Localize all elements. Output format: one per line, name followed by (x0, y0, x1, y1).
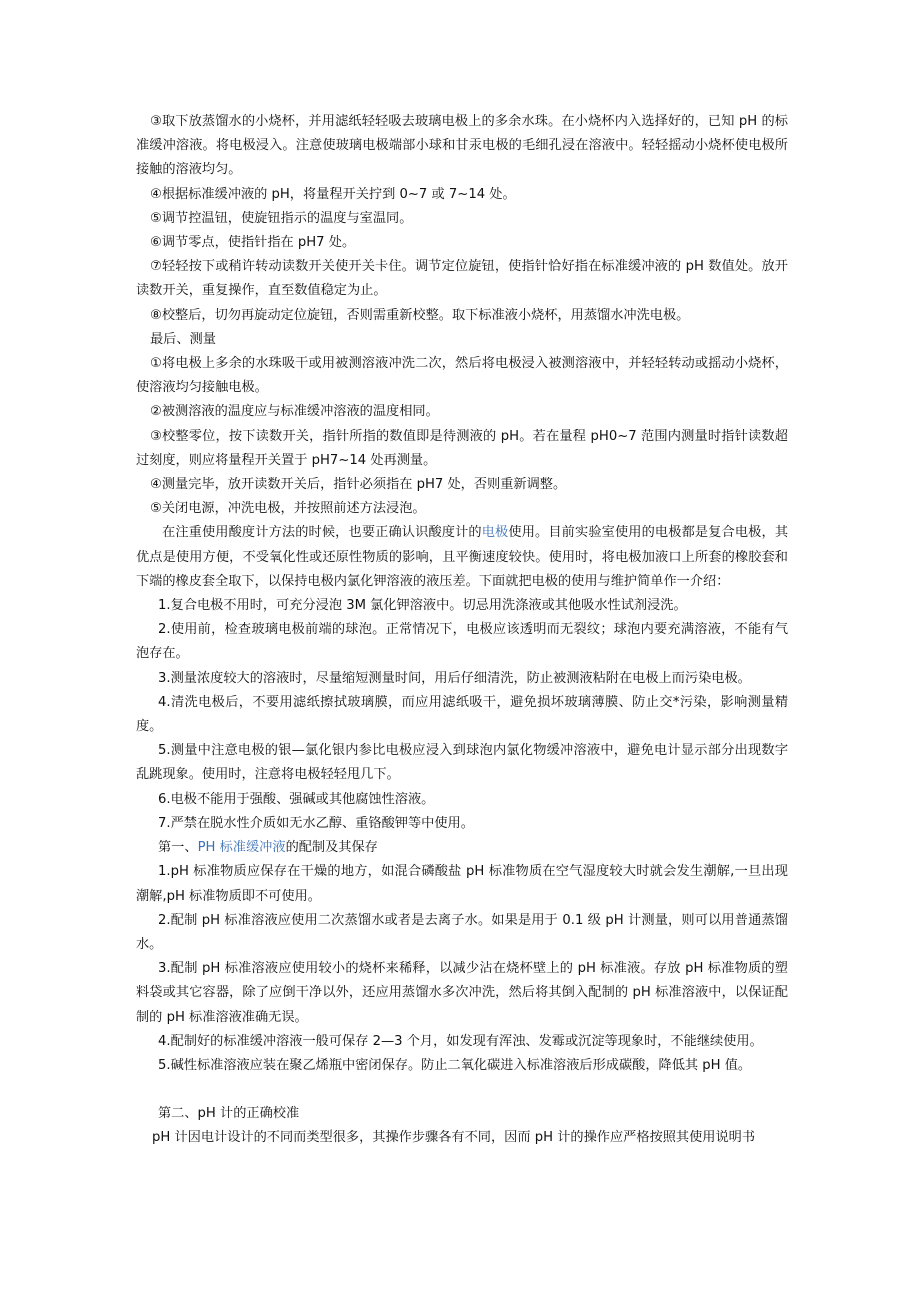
calibration-steps (136, 110, 788, 328)
electrode-care-item: 6.电极不能用于强酸、强碱或其他腐蚀性溶液。 (158, 791, 435, 807)
electrode-intro-text-cont: 使用。目前实验室使用的电极都是复合电极，其优点是使用方便，不受氧化性或还原性物质的影响，且平衡速度较快。使用时，将电极加液口上所套的橡胶套和下端的橡皮套全取下，以保持电极内氯化钾溶液的液压差。下面就把电极的使用与维护简单作一介绍： (136, 525, 789, 589)
buffer-prep-item: 5.碱性标准溶液应装在聚乙烯瓶中密闭保存。防止二氧化碳进入标准溶液后形成碳酸，降低其 pH 值。 (158, 1057, 752, 1073)
calibration-step: ④根据标准缓冲液的 pH，将量程开关拧到 0~7 或 7~14 处。 (150, 186, 516, 202)
calibration-step: ⑤调节控温钮，使旋钮指示的温度与室温同。 (150, 210, 413, 226)
electrode-care-item: 2.使用前，检查玻璃电极前端的球泡。正常情况下，电极应该透明而无裂纹；球泡内要充满溶液，不能有气泡存在。 (136, 622, 788, 662)
section2-heading: 第二、pH 计的正确校准 (158, 1106, 300, 1122)
calibration-step: ⑦轻轻按下或稍许转动读数开关使开关卡住。调节定位旋钮，使指针恰好指在标准缓冲液的 pH 数值处。放开读数开关，重复操作，直至数值稳定为止。 (136, 259, 788, 299)
document-page (136, 110, 788, 1151)
measure-step: ⑤关闭电源，冲洗电极，并按照前述方法浸泡。 (150, 501, 426, 517)
electrode-care-item: 3.测量浓度较大的溶液时，尽量缩短测量时间，用后仔细清洗，防止被测液粘附在电极上而污染电极。 (158, 670, 751, 686)
measure-step: ④测量完毕，放开读数开关后，指针必须指在 pH7 处，否则重新调整。 (150, 477, 567, 493)
calibration-step: ③取下放蒸馏水的小烧杯，并用滤纸轻轻吸去玻璃电极上的多余水珠。在小烧杯内入选择好的，已知 pH 的标准缓冲溶液。将电极浸入。注意使玻璃电极端部小球和甘汞电极的毛细孔浸在溶液中。轻轻摇动小烧杯使电极所接触的溶液均匀。 (136, 114, 788, 178)
measure-steps (136, 352, 788, 521)
section1-heading-suffix: 的配制及其保存 (285, 840, 378, 856)
section1-heading-prefix: 第一、 (158, 840, 198, 856)
measure-step: ③校整零位，按下读数开关，指针所指的数值即是待测液的 pH。若在量程 pH0~7 范围内测量时指针读数超过刻度，则应将量程开关置于 pH7~14 处再测量。 (136, 428, 788, 468)
buffer-prep-item: 2.配制 pH 标准溶液应使用二次蒸馏水或者是去离子水。如果是用于 0.1 级 pH 计测量，则可以用普通蒸馏水。 (136, 912, 788, 952)
calibration-step: ⑧校整后，切勿再旋动定位旋钮，否则需重新校整。取下标准液小烧杯，用蒸馏水冲洗电极。 (150, 307, 690, 323)
buffer-prep-list (136, 860, 788, 1078)
electrode-care-item: 5.测量中注意电极的银—氯化银内参比电极应浸入到球泡内氯化物缓冲溶液中，避免电计显示部分出现数字乱跳现象。使用时，注意将电极轻轻甩几下。 (136, 743, 788, 783)
buffer-prep-item: 4.配制好的标准缓冲溶液一般可保存 2—3 个月，如发现有浑浊、发霉或沉淀等现象时，不能继续使用。 (158, 1033, 763, 1049)
electrode-care-item: 7.严禁在脱水性介质如无水乙醇、重铬酸钾等中使用。 (158, 815, 474, 831)
electrode-link[interactable]: 电极 (481, 525, 509, 541)
buffer-prep-item: 3.配制 pH 标准溶液应使用较小的烧杯来稀释，以减少沾在烧杯壁上的 pH 标准液。存放 pH 标准物质的塑料袋或其它容器，除了应倒干净以外，还应用蒸馏水多次冲洗，然后将其倒入配制的 pH 标准溶液中，以保证配制的 pH 标准溶液准确无误。 (136, 961, 788, 1025)
measure-step: ②被测溶液的温度应与标准缓冲溶液的温度相同。 (150, 404, 439, 420)
electrode-care-item: 4.清洗电极后，不要用滤纸擦拭玻璃膜，而应用滤纸吸干，避免损坏玻璃薄膜、防止交*污染，影响测量精度。 (136, 694, 788, 735)
ph-buffer-link[interactable]: PH 标准缓冲液 (197, 840, 286, 856)
electrode-care-list (136, 594, 788, 836)
measure-heading: 最后、测量 (150, 331, 216, 347)
electrode-intro-text: 在注重使用酸度计方法的时候，也要正确认识酸度计的 (162, 525, 482, 541)
buffer-prep-item: 1.pH 标准物质应保存在干燥的地方，如混合磷酸盐 pH 标准物质在空气湿度较大时就会发生潮解,一旦出现潮解,pH 标准物质即不可使用。 (136, 864, 788, 904)
electrode-intro-paragraph (136, 521, 788, 594)
measure-step: ①将电极上多余的水珠吸干或用被测溶液冲洗二次，然后将电极浸入被测溶液中，并轻轻转动或摇动小烧杯，使溶液均匀接触电极。 (136, 356, 788, 396)
calibration-step: ⑥调节零点，使指针指在 pH7 处。 (150, 235, 356, 251)
section2-paragraph: pH 计因电计设计的不同而类型很多，其操作步骤各有不同，因而 pH 计的操作应严格按照其使用说明书 (152, 1130, 756, 1146)
paragraph-spacer (136, 1078, 788, 1102)
section1-heading (136, 836, 788, 860)
electrode-care-item: 1.复合电极不用时，可充分浸泡 3M 氯化钾溶液中。切忌用洗涤液或其他吸水性试剂浸洗。 (158, 598, 687, 614)
